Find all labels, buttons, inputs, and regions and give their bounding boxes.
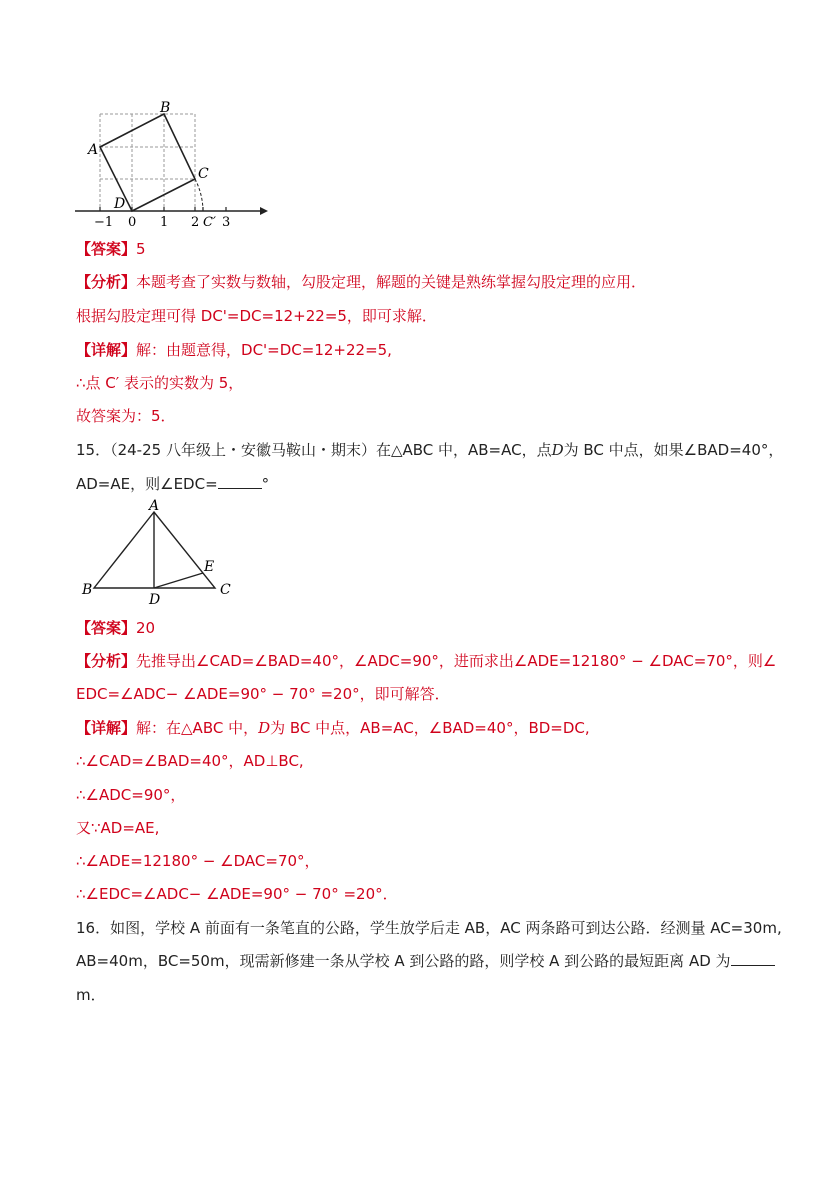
q15-stem-line-1: 15．（24-25 八年级上・安徽马鞍山・期末）在△ABC 中，AB=AC，点D为 BC 中点，如果∠BAD=40°， [76, 441, 784, 459]
tick-neg1: −1 [94, 215, 114, 230]
q15-analysis-2: EDC=∠ADC− ∠ADE=90° − 70° =20°，即可解答． [76, 685, 450, 703]
answer-blank [731, 951, 775, 966]
label-c: C [198, 166, 209, 182]
label-d: D [114, 196, 126, 212]
segment-de [154, 573, 203, 588]
q16-line-2: AB=40m，BC=50m，现需新修建一条从学校 A 到公路的路，则学校 A 到公路的最短距离 AD 为 [76, 951, 775, 971]
q15-answer: 【答案】20 [76, 619, 156, 637]
q14-detail-3: 故答案为：5． [76, 407, 176, 425]
q15-detail-1: 【详解】解：在△ABC 中，D为 BC 中点，AB=AC，∠BAD=40°，BD=DC, [76, 719, 590, 737]
tick-0: 0 [128, 215, 137, 230]
tick-1: 1 [160, 215, 169, 230]
q15-stem-line-2: AD=AE，则∠EDC= ° [76, 475, 270, 493]
label-a: A [149, 498, 160, 514]
q14-detail-1: 【详解】解：由题意得，DC'=DC=12+22=5, [76, 341, 392, 359]
figure-number-line-square [70, 98, 270, 230]
q15-detail-3: ∴∠ADC=90°， [76, 786, 186, 804]
label-c-prime: C′ [203, 215, 216, 230]
figure-triangle-abc [78, 498, 238, 608]
q15-detail-6: ∴∠EDC=∠ADC− ∠ADE=90° − 70° =20°． [76, 885, 398, 903]
label-e: E [204, 559, 215, 575]
q16-line-3: m． [76, 986, 106, 1004]
q14-detail-2: ∴点 C′ 表示的实数为 5， [76, 374, 244, 392]
q15-analysis-1: 【分析】先推导出∠CAD=∠BAD=40°，∠ADC=90°，进而求出∠ADE=12180° − ∠DAC=70°，则∠ [76, 652, 777, 670]
label-d: D [149, 592, 161, 608]
q14-analysis-2: 根据勾股定理可得 DC'=DC=12+22=5，即可求解． [76, 307, 437, 325]
q15-detail-4: 又∵AD=AE, [76, 819, 160, 837]
answer-blank [218, 474, 262, 489]
label-b: B [82, 582, 93, 598]
label-b: B [160, 100, 171, 116]
q15-detail-5: ∴∠ADE=12180° − ∠DAC=70°， [76, 852, 320, 870]
label-a: A [88, 142, 99, 158]
label-c: C [220, 582, 231, 598]
tick-2: 2 [191, 215, 200, 230]
q16-line-1: 16．如图，学校 A 前面有一条笔直的公路，学生放学后走 AB，AC 两条路可到达公路．经测量 AC=30m, [76, 919, 782, 937]
q14-answer: 【答案】5 [76, 240, 146, 258]
q14-analysis-1: 【分析】本题考查了实数与数轴，勾股定理，解题的关键是熟练掌握勾股定理的应用． [76, 273, 647, 291]
tick-3: 3 [222, 215, 231, 230]
q15-detail-2: ∴∠CAD=∠BAD=40°，AD⊥BC, [76, 752, 304, 770]
